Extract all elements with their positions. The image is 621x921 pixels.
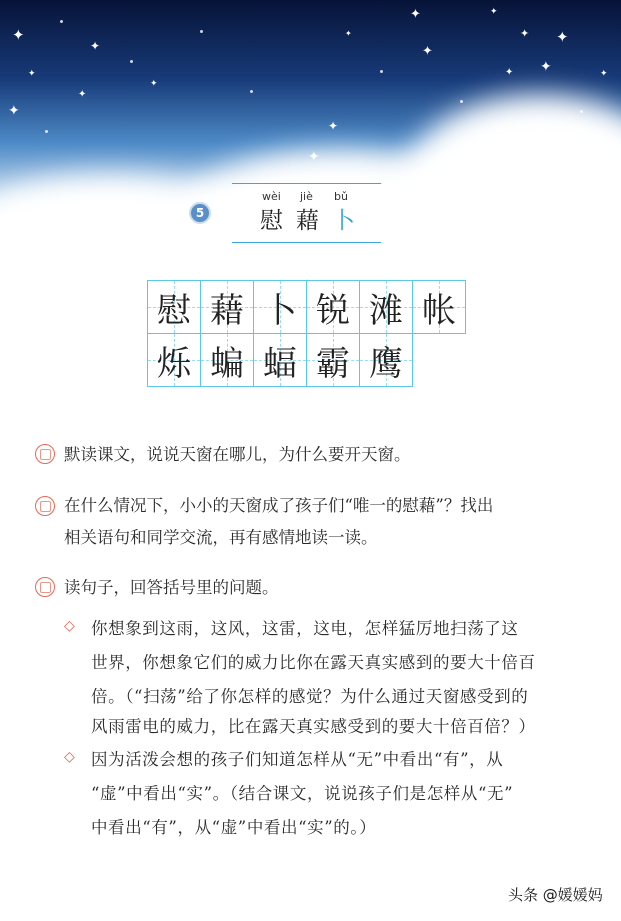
sentence-1-line-4: 风雨雷电的威力，比在露天真实感受到的要大十倍百倍？） [91, 717, 536, 736]
star-dot [130, 60, 133, 63]
grid-cell: 锐 [306, 280, 360, 334]
watermark: 头条 @媛媛妈 [508, 886, 603, 904]
star-icon: ✦ [90, 39, 101, 53]
sentence-2-line-3: 中看出“有”，从“虚”中看出“实”的。） [91, 818, 377, 837]
seal-icon [35, 577, 55, 597]
pinyin-jie: jiè [300, 190, 313, 203]
star-icon: ✦ [8, 103, 20, 119]
grid-cell: 藉 [200, 280, 254, 334]
pinyin-bu: bǔ [334, 190, 348, 203]
star-dot [45, 130, 48, 133]
star-icon: ✦ [78, 89, 87, 100]
star-icon: ✦ [505, 67, 514, 78]
question-2-line-2: 相关语句和同学交流，再有感情地读一读。 [64, 528, 378, 547]
sentence-1-line-3: 倍。（“扫荡”给了你怎样的感觉？为什么通过天窗感受到的 [91, 687, 529, 706]
star-icon: ✦ [520, 27, 530, 40]
grid-cell: 蝠 [253, 333, 307, 387]
star-icon: ✦ [600, 69, 608, 79]
star-dot [460, 100, 463, 103]
title-char-wei: 慰 [260, 208, 283, 234]
star-icon: ✦ [410, 7, 421, 22]
star-icon: ✦ [328, 119, 339, 133]
star-icon: ✦ [28, 69, 36, 79]
diamond-bullet-icon: ◇ [64, 749, 75, 765]
lesson-number-badge: 5 [189, 202, 211, 224]
seal-icon [35, 496, 55, 516]
grid-cell: 鹰 [359, 333, 413, 387]
grid-cell: 帐 [412, 280, 466, 334]
sentence-1-line-1: 你想象到这雨，这风，这雷，这电，怎样猛厉地扫荡了这 [91, 619, 519, 638]
question-2-line-1: 在什么情况下，小小的天窗成了孩子们“唯一的慰藉”？找出 [64, 496, 494, 515]
star-dot [250, 90, 253, 93]
diamond-bullet-icon: ◇ [64, 618, 75, 634]
sentence-2-line-1: 因为活泼会想的孩子们知道怎样从“无”中看出“有”，从 [91, 750, 504, 769]
grid-cell: 卜 [253, 280, 307, 334]
star-dot [60, 20, 63, 23]
sentence-2-line-2: “虚”中看出“实”。（结合课文，说说孩子们是怎样从“无” [91, 784, 514, 803]
star-icon: ✦ [150, 79, 158, 89]
star-icon: ✦ [345, 29, 352, 38]
star-icon: ✦ [12, 26, 25, 44]
grid-cell: 滩 [359, 280, 413, 334]
star-icon: ✦ [308, 149, 320, 165]
sentence-1-line-2: 世界，你想象它们的威力比你在露天真实感到的要大十倍百 [91, 653, 536, 672]
star-icon: ✦ [556, 28, 569, 46]
grid-cell: 蝙 [200, 333, 254, 387]
star-icon: ✦ [490, 7, 498, 17]
star-dot [580, 110, 583, 113]
star-icon: ✦ [422, 44, 433, 59]
grid-cell: 慰 [147, 280, 201, 334]
star-dot [200, 30, 203, 33]
grid-cell: 霸 [306, 333, 360, 387]
character-grid-row-1 [147, 280, 467, 334]
grid-cell: 烁 [147, 333, 201, 387]
question-3: 读句子，回答括号里的问题。 [64, 578, 279, 597]
title-char-jie: 藉 [296, 208, 319, 234]
seal-icon [35, 444, 55, 464]
question-1: 默读课文，说说天窗在哪儿，为什么要开天窗。 [64, 445, 411, 464]
star-icon: ✦ [540, 59, 552, 75]
star-dot [380, 70, 383, 73]
character-grid-row-2 [147, 333, 467, 387]
title-char-bu: 卜 [332, 208, 355, 234]
pinyin-wei: wèi [262, 190, 281, 203]
